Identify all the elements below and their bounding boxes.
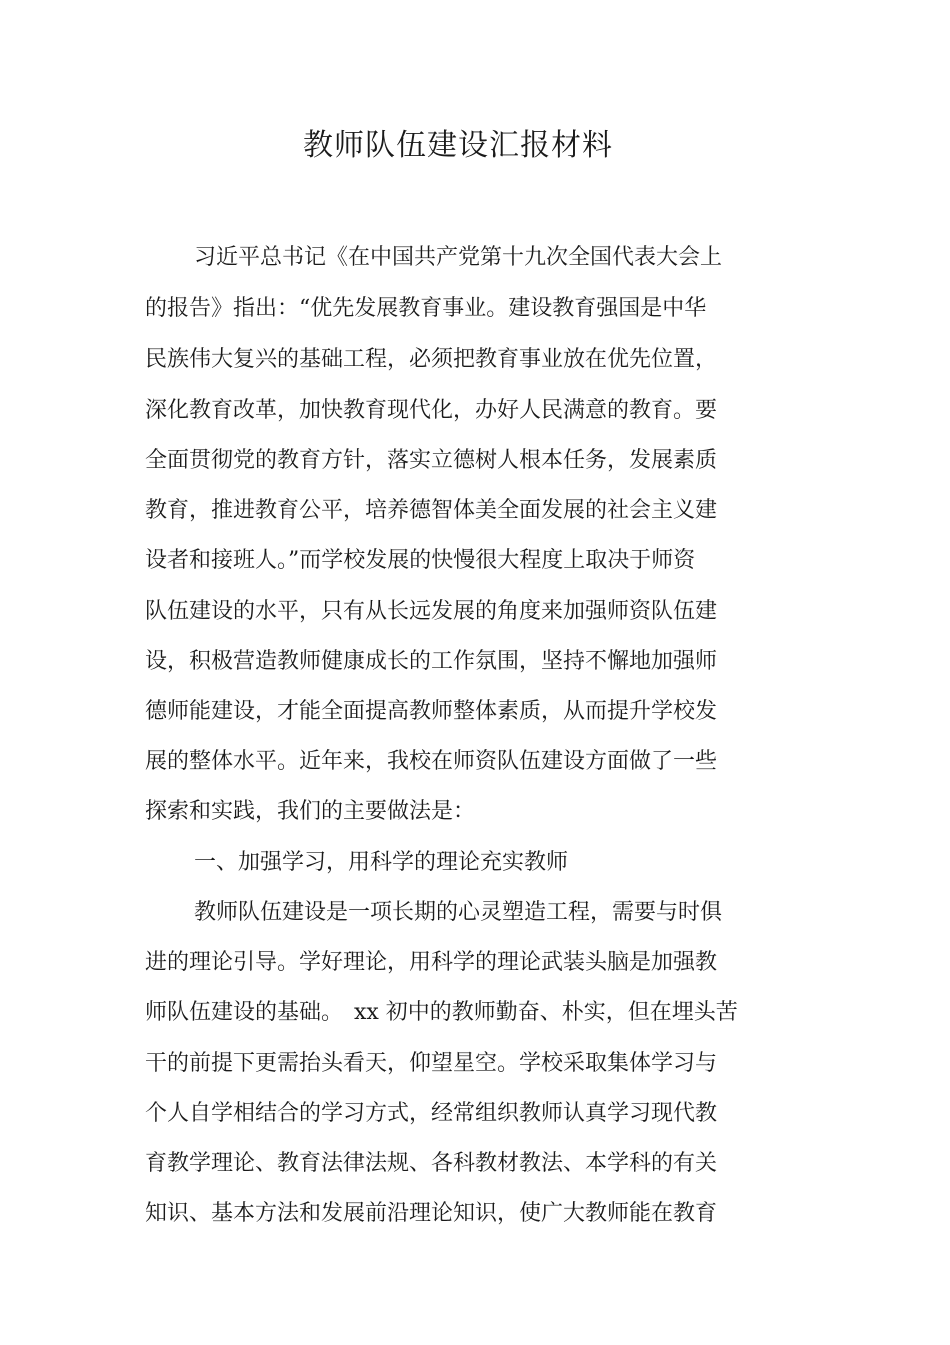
- section-heading: 一、加强学习，用科学的理论充实教师: [194, 850, 569, 875]
- paragraph-line: 的报告》指出：“优先发展教育事业。建设教育强国是中华: [145, 296, 707, 321]
- paragraph-line: 深化教育改革，加快教育现代化，办好人民满意的教育。要: [145, 398, 718, 423]
- paragraph-line: 德师能建设，才能全面提高教师整体素质，从而提升学校发: [145, 699, 718, 724]
- paragraph-line: 育教学理论、教育法律法规、各科教材教法、本学科的有关: [145, 1151, 718, 1176]
- paragraph-line: 教师队伍建设是一项长期的心灵塑造工程，需要与时俱: [194, 900, 723, 925]
- paragraph-line: 习近平总书记《在中国共产党第十九次全国代表大会上: [194, 245, 723, 270]
- paragraph-line: 进的理论引导。学好理论，用科学的理论武装头脑是加强教: [145, 950, 718, 975]
- paragraph-line: 队伍建设的水平，只有从长远发展的角度来加强师资队伍建: [145, 599, 718, 624]
- paragraph-line: 知识、基本方法和发展前沿理论知识，使广大教师能在教育: [145, 1201, 718, 1226]
- paragraph-line: 展的整体水平。近年来，我校在师资队伍建设方面做了一些: [145, 749, 718, 774]
- paragraph-line: 设，积极营造教师健康成长的工作氛围，坚持不懈地加强师: [145, 649, 718, 674]
- paragraph-line: 设者和接班人。”而学校发展的快慢很大程度上取决于师资: [145, 548, 696, 573]
- document-title: 教师队伍建设汇报材料: [303, 128, 613, 163]
- paragraph-line: 教育，推进教育公平，培养德智体美全面发展的社会主义建: [145, 498, 718, 523]
- paragraph-line: 全面贯彻党的教育方针，落实立德树人根本任务，发展素质: [145, 448, 718, 473]
- paragraph-line: 个人自学相结合的学习方式，经常组织教师认真学习现代教: [145, 1101, 718, 1126]
- paragraph-line: 干的前提下更需抬头看天，仰望星空。学校采取集体学习与: [145, 1051, 718, 1076]
- paragraph-line: 探索和实践，我们的主要做法是：: [145, 799, 476, 824]
- paragraph-line: 师队伍建设的基础。 xx 初中的教师勤奋、朴实，但在埋头苦: [145, 1000, 738, 1025]
- paragraph-line: 民族伟大复兴的基础工程，必须把教育事业放在优先位置，: [145, 347, 718, 372]
